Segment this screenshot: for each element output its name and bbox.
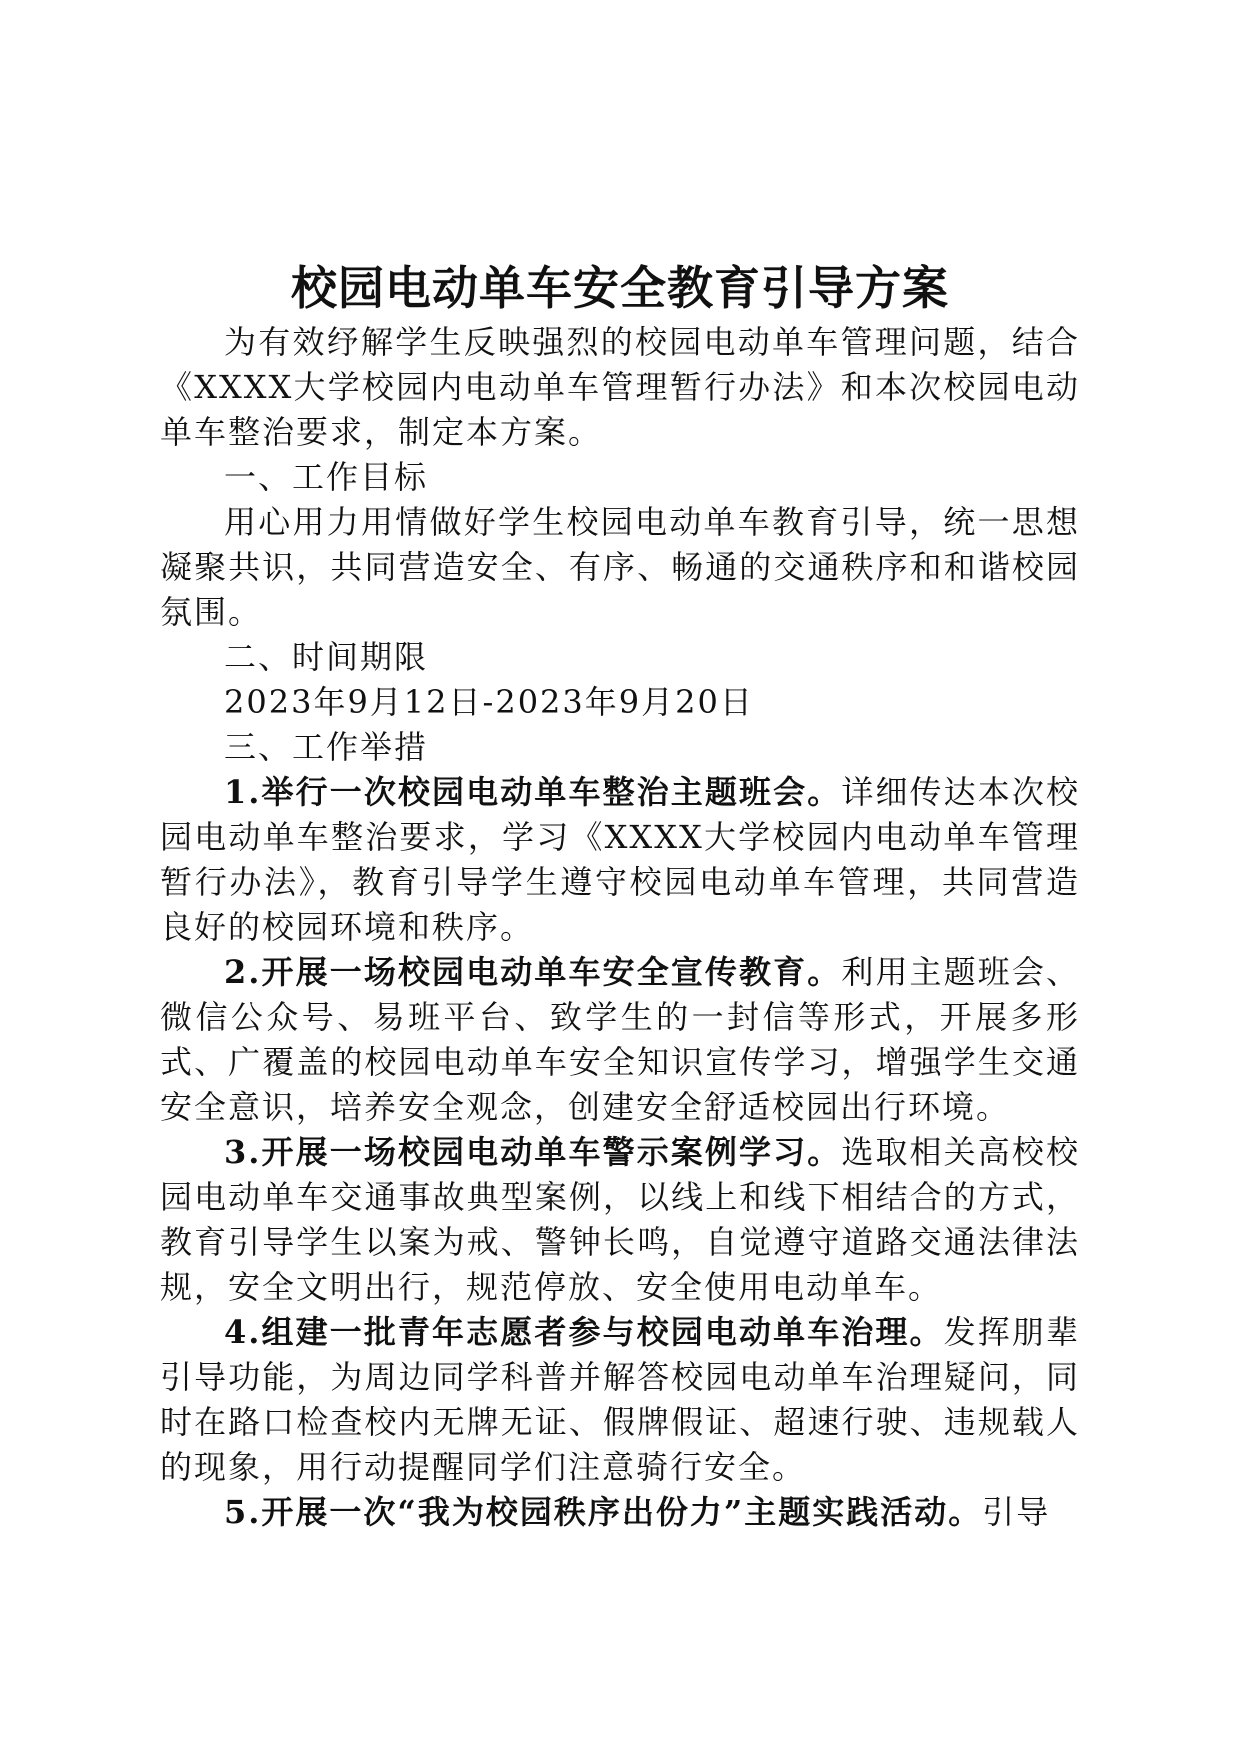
measure-item (160, 1490, 1080, 1535)
measure-lead: 5.开展一次“我为校园秩序出份力”主题实践活动。 (224, 1493, 983, 1531)
measure-text: 引导 (982, 1493, 1051, 1531)
measure-lead: 3.开展一场校园电动单车警示案例学习。 (224, 1133, 842, 1171)
section-heading-goals: 一、工作目标 (224, 458, 429, 496)
intro-paragraph: 为有效纾解学生反映强烈的校园电动单车管理问题，结合《XXXX大学校园内电动单车管理暂行办法》和本次校园电动单车整治要求，制定本方案。 (160, 323, 1080, 451)
measure-lead: 1.举行一次校园电动单车整治主题班会。 (224, 773, 842, 811)
section-heading-measures: 三、工作举措 (224, 728, 429, 766)
measure-text: 选取相关高校校园电动单车交通事故典型案例，以线上和线下相结合的方式，教育引导学生以案为戒、警钟长鸣，自觉遵守道路交通法律法规，安全文明出行，规范停放、安全使用电动单车。 (160, 1133, 1080, 1306)
measure-lead: 4.组建一批青年志愿者参与校园电动单车治理。 (224, 1313, 944, 1351)
document-page (160, 258, 1080, 1535)
section-heading-timeline: 二、时间期限 (224, 638, 429, 676)
measure-lead: 2.开展一场校园电动单车安全宣传教育。 (224, 953, 842, 991)
measure-text: 利用主题班会、微信公众号、易班平台、致学生的一封信等形式，开展多形式、广覆盖的校园电动单车安全知识宣传学习，增强学生交通安全意识，培养安全观念，创建安全舒适校园出行环境。 (160, 953, 1080, 1126)
document-title: 校园电动单车安全教育引导方案 (291, 261, 949, 315)
section-body-goals: 用心用力用情做好学生校园电动单车教育引导，统一思想凝聚共识，共同营造安全、有序、畅通的交通秩序和和谐校园氛围。 (160, 503, 1080, 631)
measure-text: 详细传达本次校园电动单车整治要求，学习《XXXX大学校园内电动单车管理暂行办法》，教育引导学生遵守校园电动单车管理，共同营造良好的校园环境和秩序。 (160, 773, 1080, 946)
measure-item (160, 1130, 1080, 1310)
measure-item (160, 950, 1080, 1130)
section-body-timeline: 2023年9月12日-2023年9月20日 (224, 683, 754, 721)
measure-item (160, 1310, 1080, 1490)
measure-text: 发挥朋辈引导功能，为周边同学科普并解答校园电动单车治理疑问，同时在路口检查校内无牌无证、假牌假证、超速行驶、违规载人的现象，用行动提醒同学们注意骑行安全。 (160, 1313, 1080, 1486)
measure-item (160, 770, 1080, 950)
